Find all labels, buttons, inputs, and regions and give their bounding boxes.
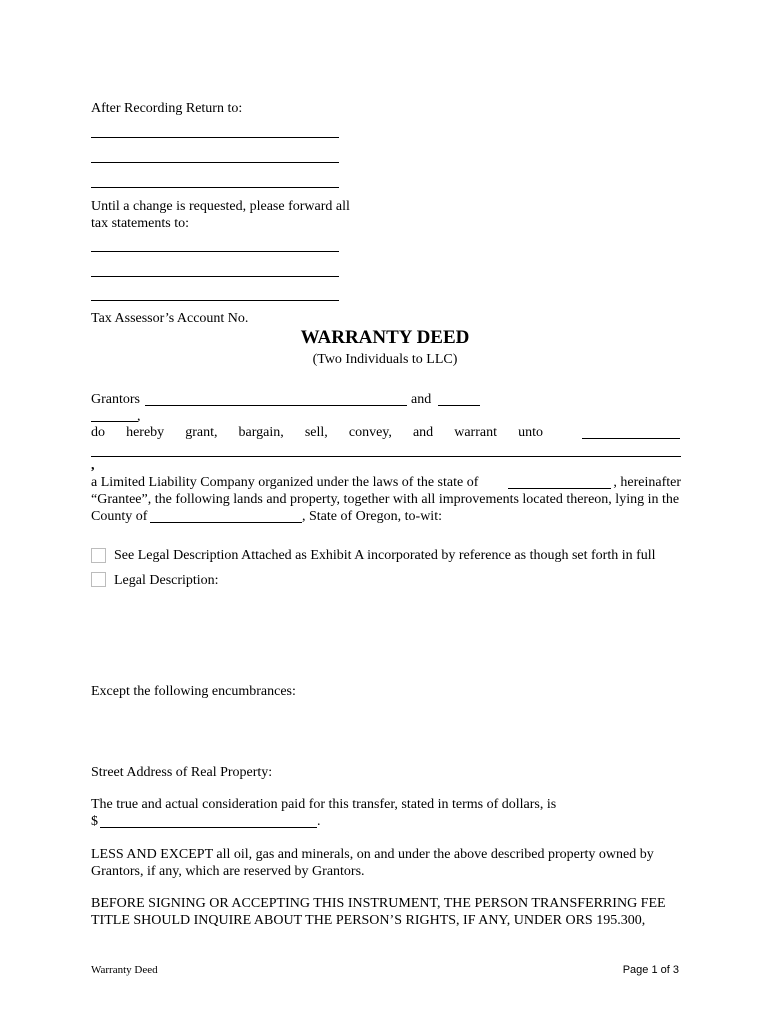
word-convey: convey, bbox=[348, 425, 392, 440]
exhibit-option-label: See Legal Description Attached as Exhibit A incorporated by reference as though set forth in full bbox=[114, 548, 656, 563]
county-line[interactable] bbox=[150, 522, 302, 523]
return-label: After Recording Return to: bbox=[91, 101, 243, 116]
footer-doc-name: Warranty Deed bbox=[91, 964, 158, 976]
consideration-period: . bbox=[317, 814, 321, 829]
return-line-2[interactable] bbox=[91, 162, 339, 163]
grantee-comma: , bbox=[91, 458, 95, 473]
grantors-cont-comma: , bbox=[137, 409, 141, 424]
exhibit-checkbox[interactable] bbox=[91, 548, 106, 563]
forward-label bbox=[91, 198, 350, 232]
consideration-amount-line[interactable] bbox=[100, 827, 317, 828]
county-label: County of bbox=[91, 509, 148, 524]
word-bargain: bargain, bbox=[238, 425, 284, 440]
grantee-line-1[interactable] bbox=[582, 438, 680, 439]
word-grant: grant, bbox=[185, 425, 218, 440]
word-hereby: hereby bbox=[126, 425, 165, 440]
return-line-3[interactable] bbox=[91, 187, 339, 188]
less-except-line1: LESS AND EXCEPT all oil, gas and minerals, on and under the above described property owned by bbox=[91, 847, 654, 862]
grantors-label: Grantors bbox=[91, 392, 140, 407]
street-address-label: Street Address of Real Property: bbox=[91, 765, 273, 780]
consideration-dollar: $ bbox=[91, 814, 98, 829]
grantors-name-line[interactable] bbox=[145, 405, 407, 406]
encumbrances-label: Except the following encumbrances: bbox=[91, 684, 296, 699]
llc-line1-end: , hereinafter bbox=[613, 475, 681, 490]
legal-description-checkbox[interactable] bbox=[91, 572, 106, 587]
before-signing-line1: BEFORE SIGNING OR ACCEPTING THIS INSTRUMENT, THE PERSON TRANSFERRING FEE bbox=[91, 896, 666, 911]
forward-line-1[interactable] bbox=[91, 251, 339, 252]
conveyance-words bbox=[91, 425, 543, 441]
word-unto: unto bbox=[518, 425, 543, 440]
footer-page-number: Page 1 of 3 bbox=[622, 964, 679, 976]
forward-label-line2: tax statements to: bbox=[91, 216, 189, 231]
state-line[interactable] bbox=[508, 488, 611, 489]
forward-line-3[interactable] bbox=[91, 300, 339, 301]
forward-line-2[interactable] bbox=[91, 276, 339, 277]
less-except-line2: Grantors, if any, which are reserved by Grantors. bbox=[91, 864, 365, 879]
word-and: and bbox=[412, 425, 434, 440]
llc-line2: “Grantee”, the following lands and property, together with all improvements located thereon, lying in the bbox=[91, 492, 680, 507]
account-label: Tax Assessor’s Account No. bbox=[91, 311, 249, 326]
word-warrant: warrant bbox=[454, 425, 497, 440]
grantors-cont-line[interactable] bbox=[91, 421, 138, 422]
word-do: do bbox=[91, 425, 105, 440]
document-subtitle: (Two Individuals to LLC) bbox=[312, 352, 458, 367]
grantors-and: and bbox=[411, 392, 432, 407]
word-sell: sell, bbox=[304, 425, 328, 440]
county-end: , State of Oregon, to-wit: bbox=[302, 509, 442, 524]
consideration-line1: The true and actual consideration paid for this transfer, stated in terms of dollars, is bbox=[91, 797, 557, 812]
legal-description-label: Legal Description: bbox=[114, 573, 219, 588]
before-signing-line2: TITLE SHOULD INQUIRE ABOUT THE PERSON’S RIGHTS, IF ANY, UNDER ORS 195.300, bbox=[91, 913, 646, 928]
grantee-line-2[interactable] bbox=[91, 456, 681, 457]
return-line-1[interactable] bbox=[91, 137, 339, 138]
grantors-second-line[interactable] bbox=[438, 405, 480, 406]
forward-label-line1: Until a change is requested, please forward all bbox=[91, 199, 350, 214]
document-title: WARRANTY DEED bbox=[300, 327, 470, 348]
llc-line1-text: a Limited Liability Company organized under the laws of the state of bbox=[91, 475, 479, 490]
